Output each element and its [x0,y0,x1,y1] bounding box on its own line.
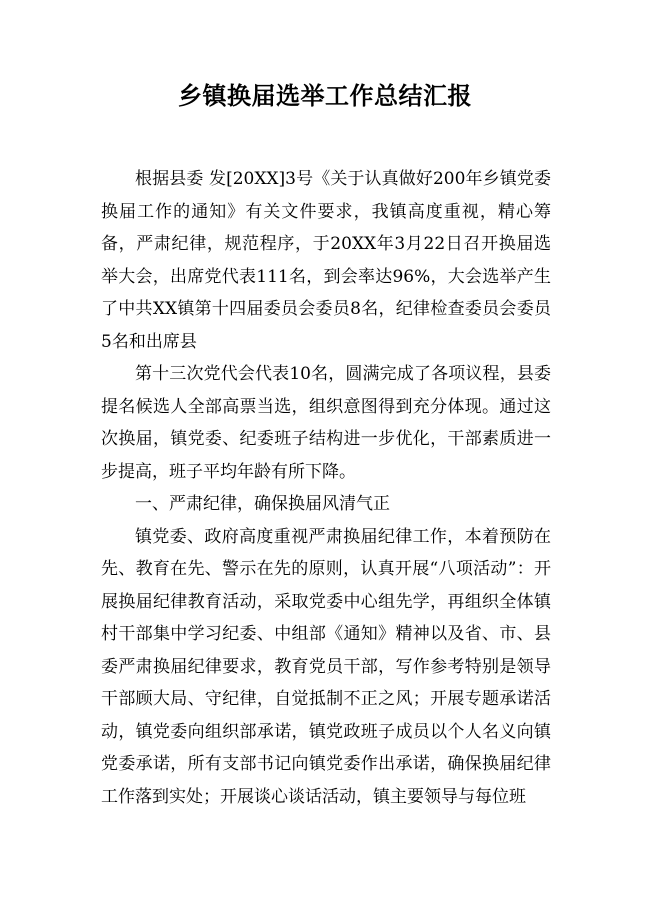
paragraph-discipline-work: 镇党委、政府高度重视严肃换届纪律工作，本着预防在先、教育在先、警示在先的原则，认真开展“八项活动”：开展换届纪律教育活动，采取党委中心组先学，再组织全体镇村干部集中学习纪委、中组部《通知》精神以及省、市、县委严肃换届纪律要求，教育党员干部，写作参考特别是领导干部顾大局、守纪律，自觉抵制不正之风；开展专题承诺活动，镇党委向组织部承诺，镇党政班子成员以个人名义向镇党委承诺，所有支部书记向镇党委作出承诺，确保换届纪律工作落到实处；开展谈心谈话活动，镇主要领导与每位班 [101,526,551,807]
document-body [101,163,551,813]
paragraph-results: 第十三次党代会代表10名，圆满完成了各项议程，县委提名候选人全部高票当选，组织意图得到充分体现。通过这次换届，镇党委、纪委班子结构进一步优化，干部素质进一步提高，班子平均年龄有所下降。 [101,364,551,482]
document-title: 乡镇换届选举工作总结汇报 [178,82,472,110]
paragraph-intro: 根据县委 发[20XX]3号《关于认真做好200年乡镇党委换届工作的通知》有关文件要求，我镇高度重视，精心筹备，严肃纪律，规范程序，于20XX年3月22日召开换届选举大会，出席党代表111名，到会率达96%，大会选举产生了中共XX镇第十四届委员会委员8名，纪律检查委员会委员5名和出席县 [101,169,551,352]
section-heading-discipline: 一、严肃纪律，确保换届风清气正 [135,494,390,514]
